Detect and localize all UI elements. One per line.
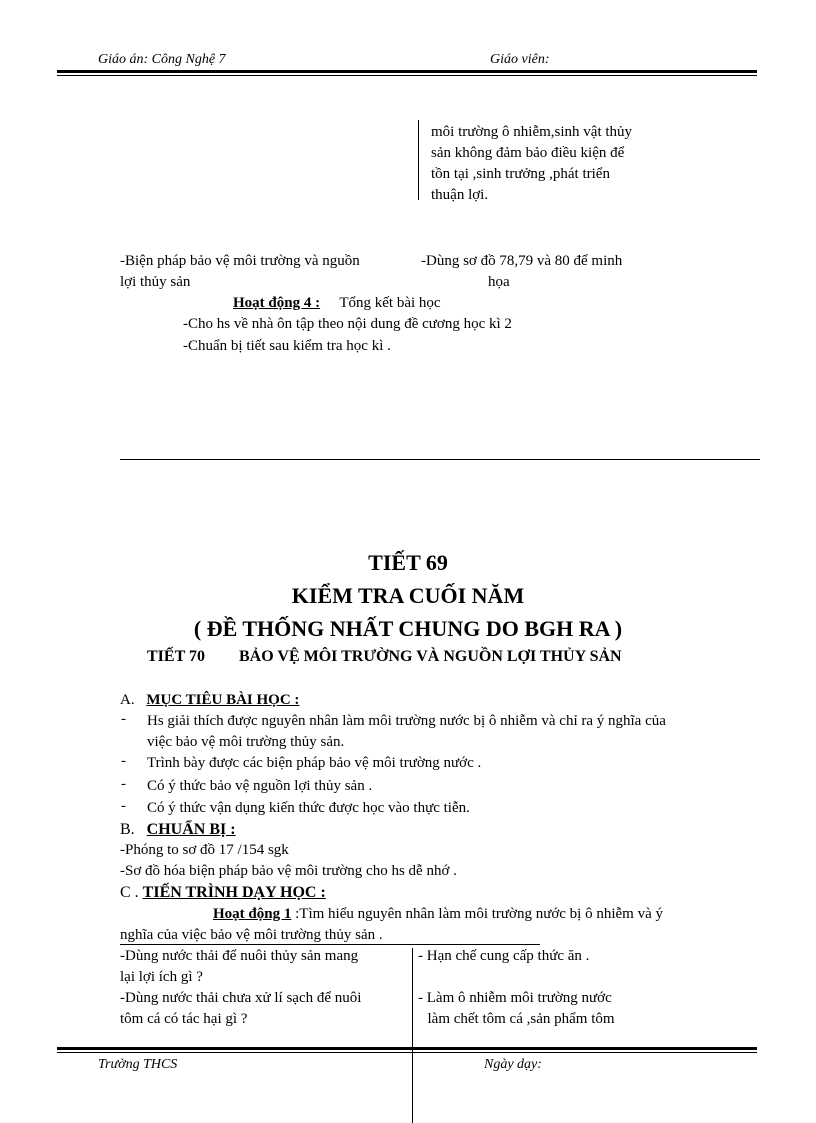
activity1-text: :Tìm hiểu nguyên nhân làm môi trường nước bị ô nhiễm và ý (295, 906, 664, 922)
footer-rule-thin (57, 1052, 757, 1053)
activity4-title: Tổng kết bài học (339, 295, 441, 311)
bullet-dash: - (121, 711, 126, 727)
qa-left-line: -Dùng nước thải chưa xử lí sạch để nuôi (120, 990, 362, 1006)
top-table-line: thuận lợi. (431, 187, 489, 203)
section-b-item: -Phóng to sơ đồ 17 /154 sgk (120, 842, 289, 858)
page-separator (120, 459, 760, 460)
activity1-line2: nghĩa của việc bảo vệ môi trường thủy sản . (120, 927, 383, 943)
section-a-title: MỤC TIÊU BÀI HỌC : (146, 692, 300, 708)
title-note: ( ĐỀ THỐNG NHẤT CHUNG DO BGH RA ) (193, 616, 623, 641)
section-b-title: CHUẨN BỊ : (146, 821, 236, 838)
tiet70-title: BẢO VỆ MÔI TRƯỜNG VÀ NGUỒN LỢI THỦY SẢN (239, 648, 622, 665)
bullet-dash: - (121, 753, 126, 769)
header-left: Giáo án: Công Nghệ 7 (98, 52, 226, 67)
top-table-line: môi trường ô nhiễm,sinh vật thủy (431, 124, 633, 140)
section-c-heading (120, 882, 326, 903)
header-right: Giáo viên: (490, 52, 550, 67)
bullet-dash: - (121, 798, 126, 814)
qa-left-line: -Dùng nước thải để nuôi thủy sản mang (120, 948, 359, 964)
activity4-heading (233, 293, 441, 314)
activity4-item: -Cho hs về nhà ôn tập theo nội dung đề cương học kì 2 (183, 316, 512, 332)
header-rule (57, 70, 757, 73)
footer-left: Trường THCS (98, 1057, 178, 1072)
section-a-item: Có ý thức bảo vệ nguồn lợi thủy sản . (147, 778, 373, 794)
title-exam: KIỂM TRA CUỐI NĂM (291, 583, 525, 608)
footer-right: Ngày dạy: (484, 1057, 542, 1072)
section-b-item: -Sơ đồ hóa biện pháp bảo vệ môi trường cho hs dễ nhớ . (120, 863, 457, 879)
section-a-heading (120, 690, 299, 711)
section-a-item: việc bảo vệ môi trường thủy sản. (147, 734, 345, 750)
top-table-divider (418, 120, 419, 200)
qa-left-line: tôm cá có tác hại gì ? (120, 1011, 248, 1027)
section-c-title: TIẾN TRÌNH DẠY HỌC : (142, 884, 326, 901)
top-table-line: sản không đảm bảo điều kiện để (431, 145, 625, 161)
section-a-item: Có ý thức vận dụng kiến thức được học vào thực tiễn. (147, 800, 470, 816)
section-b-prefix: B. (120, 821, 135, 838)
bullet-dash: - (121, 776, 126, 792)
section-c-prefix: C . (120, 884, 139, 901)
footer-rule (57, 1047, 757, 1050)
tiet70-label: TIẾT 70 (147, 648, 205, 665)
qa-right-line: - Làm ô nhiễm môi trường nước (418, 990, 612, 1006)
measures-right-1: -Dùng sơ đồ 78,79 và 80 để minh (421, 253, 623, 269)
header-rule-thin (57, 75, 757, 76)
title-tiet69: TIẾT 69 (368, 550, 448, 575)
section-a-item: Trình bày được các biện pháp bảo vệ môi trường nước . (147, 755, 482, 771)
qa-table-divider (412, 948, 413, 1123)
activity1-line1 (213, 904, 663, 925)
measures-left-2: lợi thủy sản (120, 274, 191, 290)
section-b-heading (120, 819, 236, 840)
section-a-item: Hs giải thích được nguyên nhân làm môi trường nước bị ô nhiễm và chỉ ra ý nghĩa của (147, 713, 666, 729)
activity4-label: Hoạt động 4 : (233, 295, 321, 311)
top-table-line: tồn tại ,sinh trưởng ,phát triển (431, 166, 610, 182)
qa-left-line: lại lợi ích gì ? (120, 969, 203, 985)
measures-left-1: -Biện pháp bảo vệ môi trường và nguồn (120, 253, 360, 269)
qa-right-line: làm chết tôm cá ,sản phẩm tôm (420, 1011, 615, 1027)
measures-right-2: họa (488, 274, 510, 290)
section-a-prefix: A. (120, 692, 135, 708)
activity1-label: Hoạt động 1 (213, 906, 292, 922)
qa-table-top-rule (120, 944, 540, 945)
activity4-item: -Chuẩn bị tiết sau kiểm tra học kì . (183, 338, 391, 354)
qa-right-line: - Hạn chế cung cấp thức ăn . (418, 948, 590, 964)
